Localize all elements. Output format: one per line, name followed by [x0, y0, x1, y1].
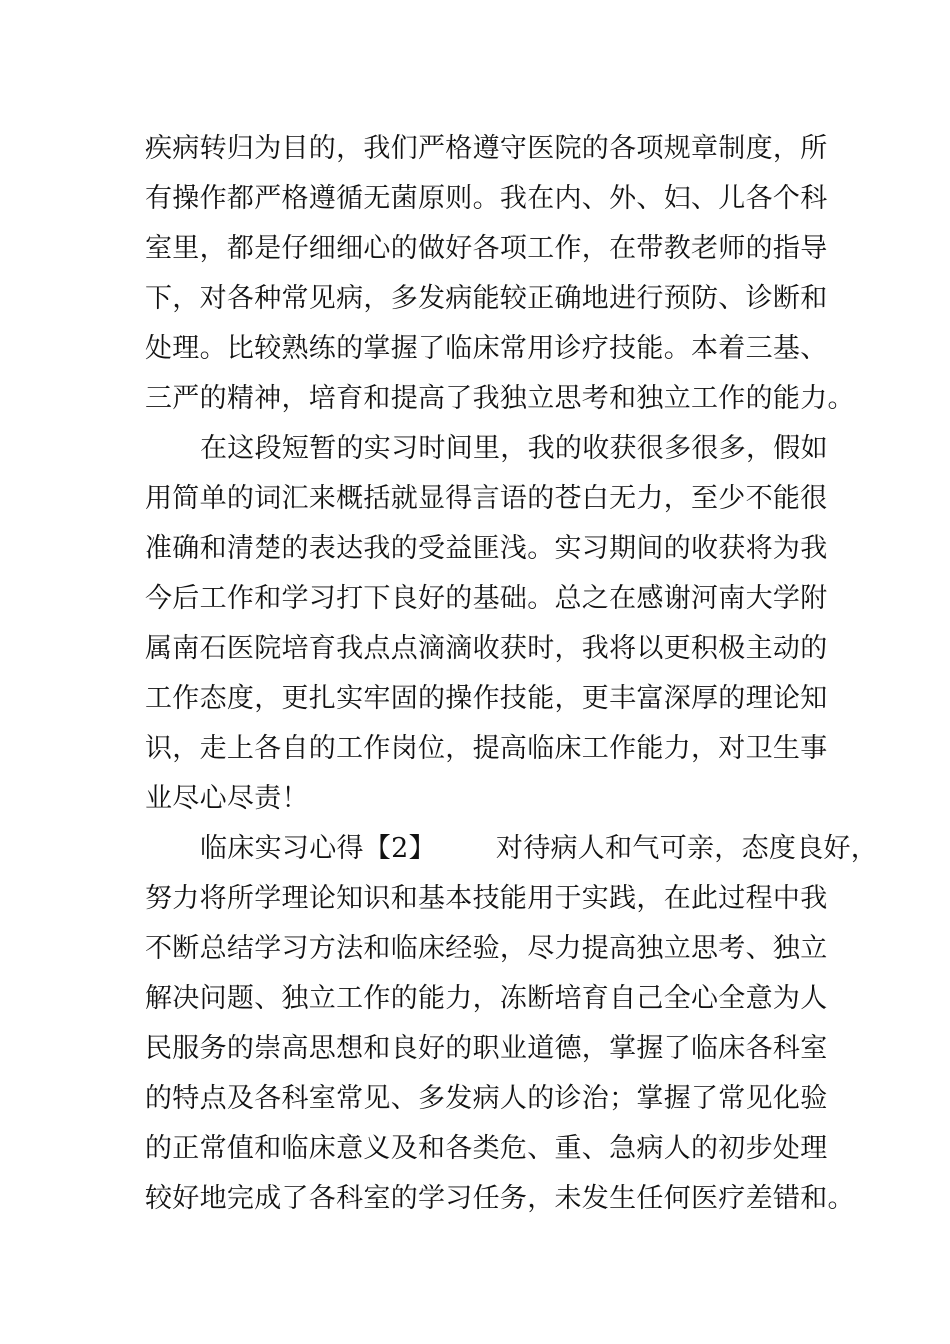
text-line: 业尽心尽责！ — [145, 783, 309, 814]
text-line: 有操作都严格遵循无菌原则。我在内、外、妇、儿各个科 — [145, 183, 828, 214]
text-line: 的特点及各科室常见、多发病人的诊治；掌握了常见化验 — [145, 1083, 828, 1114]
text-line: 准确和清楚的表达我的受益匪浅。实习期间的收获将为我 — [145, 533, 828, 564]
text-line: 处理。比较熟练的掌握了临床常用诊疗技能。本着三基、 — [145, 333, 828, 364]
text-line: 识，走上各自的工作岗位，提高临床工作能力，对卫生事 — [145, 733, 828, 764]
text-line: 工作态度，更扎实牢固的操作技能，更丰富深厚的理论知 — [145, 683, 828, 714]
text-line: 属南石医院培育我点点滴滴收获时，我将以更积极主动的 — [145, 633, 828, 664]
text-line: 今后工作和学习打下良好的基础。总之在感谢河南大学附 — [145, 583, 828, 614]
text-line: 解决问题、独立工作的能力，冻断培育自己全心全意为人 — [145, 983, 828, 1014]
section-heading-line — [200, 821, 880, 877]
text-line: 室里，都是仔细细心的做好各项工作，在带教老师的指导 — [145, 233, 828, 264]
section-first-text: 对待病人和气可亲，态度良好， — [495, 833, 879, 864]
text-line: 下，对各种常见病，多发病能较正确地进行预防、诊断和 — [145, 283, 828, 314]
text-line: 疾病转归为目的，我们严格遵守医院的各项规章制度，所 — [145, 133, 828, 164]
text-line: 较好地完成了各科室的学习任务，未发生任何医疗差错和。 — [145, 1183, 855, 1214]
text-line: 不断总结学习方法和临床经验，尽力提高独立思考、独立 — [145, 933, 828, 964]
text-line: 努力将所学理论知识和基本技能用于实践，在此过程中我 — [145, 883, 828, 914]
text-line: 三严的精神，培育和提高了我独立思考和独立工作的能力。 — [145, 383, 855, 414]
text-line: 的正常值和临床意义及和各类危、重、急病人的初步处理 — [145, 1133, 828, 1164]
text-line: 在这段短暂的实习时间里，我的收获很多很多，假如 — [200, 433, 828, 464]
text-line: 民服务的崇高思想和良好的职业道德，掌握了临床各科室 — [145, 1033, 828, 1064]
text-line: 用简单的词汇来概括就显得言语的苍白无力，至少不能很 — [145, 483, 828, 514]
section-heading: 临床实习心得【2】 — [200, 833, 436, 864]
